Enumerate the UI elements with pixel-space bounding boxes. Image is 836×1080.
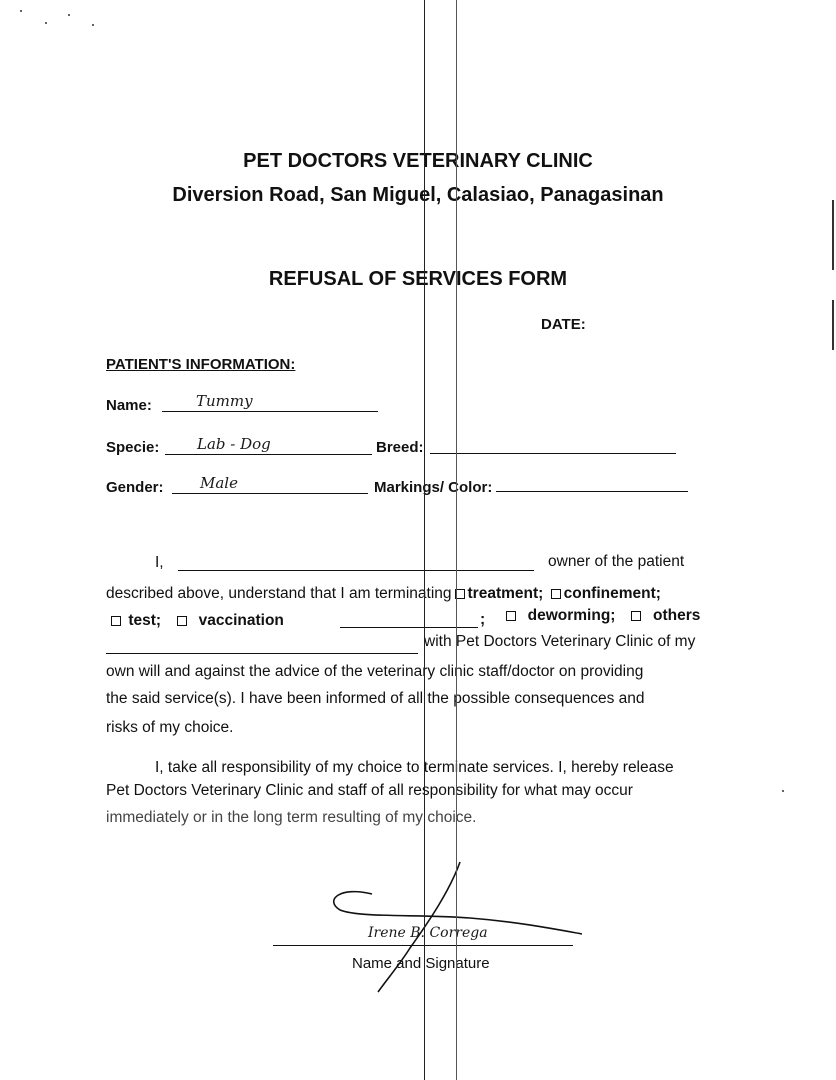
scan-speck (45, 22, 47, 24)
form-title: REFUSAL OF SERVICES FORM (268, 268, 568, 290)
statement-terminating-text: described above, understand that I am terminating (106, 585, 452, 602)
option-confinement: confinement; (563, 585, 661, 602)
breed-label: Breed: (376, 439, 424, 456)
statement-i: I, (155, 554, 164, 571)
option-others: others (653, 607, 701, 624)
scan-speck (92, 24, 94, 26)
markings-color-label: Markings/ Color: (374, 479, 493, 496)
name-value: Tummy (196, 392, 253, 410)
clinic-name: PET DOCTORS VETERINARY CLINIC (243, 150, 593, 172)
scan-speck (20, 10, 22, 12)
responsibility-line-2: Pet Doctors Veterinary Clinic and staff of all responsibility for what may occur (106, 782, 633, 799)
date-label: DATE: (541, 316, 586, 333)
signature-line (273, 945, 573, 946)
scan-speck (782, 790, 784, 792)
scan-speck (68, 14, 70, 16)
vaccination-checkbox[interactable] (177, 616, 187, 626)
responsibility-line-1: I, take all responsibility of my choice to terminate services. I, hereby release (155, 759, 674, 776)
specie-value: Lab - Dog (197, 435, 271, 453)
statement-owner-text: owner of the patient (548, 553, 685, 570)
scan-edge-mark (832, 300, 834, 350)
statement-line-7: risks of my choice. (106, 719, 234, 736)
name-and-signature-label: Name and Signature (352, 955, 490, 972)
others-checkbox[interactable] (631, 611, 641, 621)
name-field-line (162, 411, 378, 412)
handwritten-signer-name: Irene B. Correga (368, 925, 488, 941)
statement-line-6: the said service(s). I have been informed of all the possible consequences and (106, 690, 645, 707)
scan-fold-line (424, 0, 425, 1080)
option-vaccination: vaccination (198, 612, 284, 629)
vaccination-line (340, 627, 478, 628)
responsibility-line-3: immediately or in the long term resulting of my choice. (106, 809, 477, 826)
deworming-checkbox[interactable] (506, 611, 516, 621)
statement-line-3-right (503, 607, 700, 625)
test-checkbox[interactable] (111, 616, 121, 626)
semicolon: ; (480, 611, 486, 628)
gender-field-line (172, 493, 368, 494)
breed-field-line (430, 453, 676, 454)
owner-name-line (178, 570, 534, 571)
confinement-checkbox[interactable] (551, 589, 561, 599)
specie-label: Specie: (106, 439, 160, 456)
statement-line-3 (108, 612, 284, 630)
gender-value: Male (200, 474, 238, 492)
option-treatment: treatment; (467, 585, 544, 602)
option-deworming: deworming; (527, 607, 616, 624)
statement-line-5: own will and against the advice of the veterinary clinic staff/doctor on providing (106, 663, 644, 680)
statement-line-2 (106, 585, 661, 603)
markings-field-line (496, 491, 688, 492)
patient-info-title: PATIENT'S INFORMATION: (106, 356, 296, 373)
others-specify-line (106, 653, 418, 654)
scan-fold-line-secondary (456, 0, 457, 1080)
option-test: test; (128, 612, 162, 629)
clinic-address: Diversion Road, San Miguel, Calasiao, Panagasinan (172, 184, 664, 206)
specie-field-line (165, 454, 372, 455)
scan-edge-mark (832, 200, 834, 270)
name-label: Name: (106, 397, 152, 414)
gender-label: Gender: (106, 479, 164, 496)
statement-with-text: with Pet Doctors Veterinary Clinic of my (424, 633, 696, 650)
